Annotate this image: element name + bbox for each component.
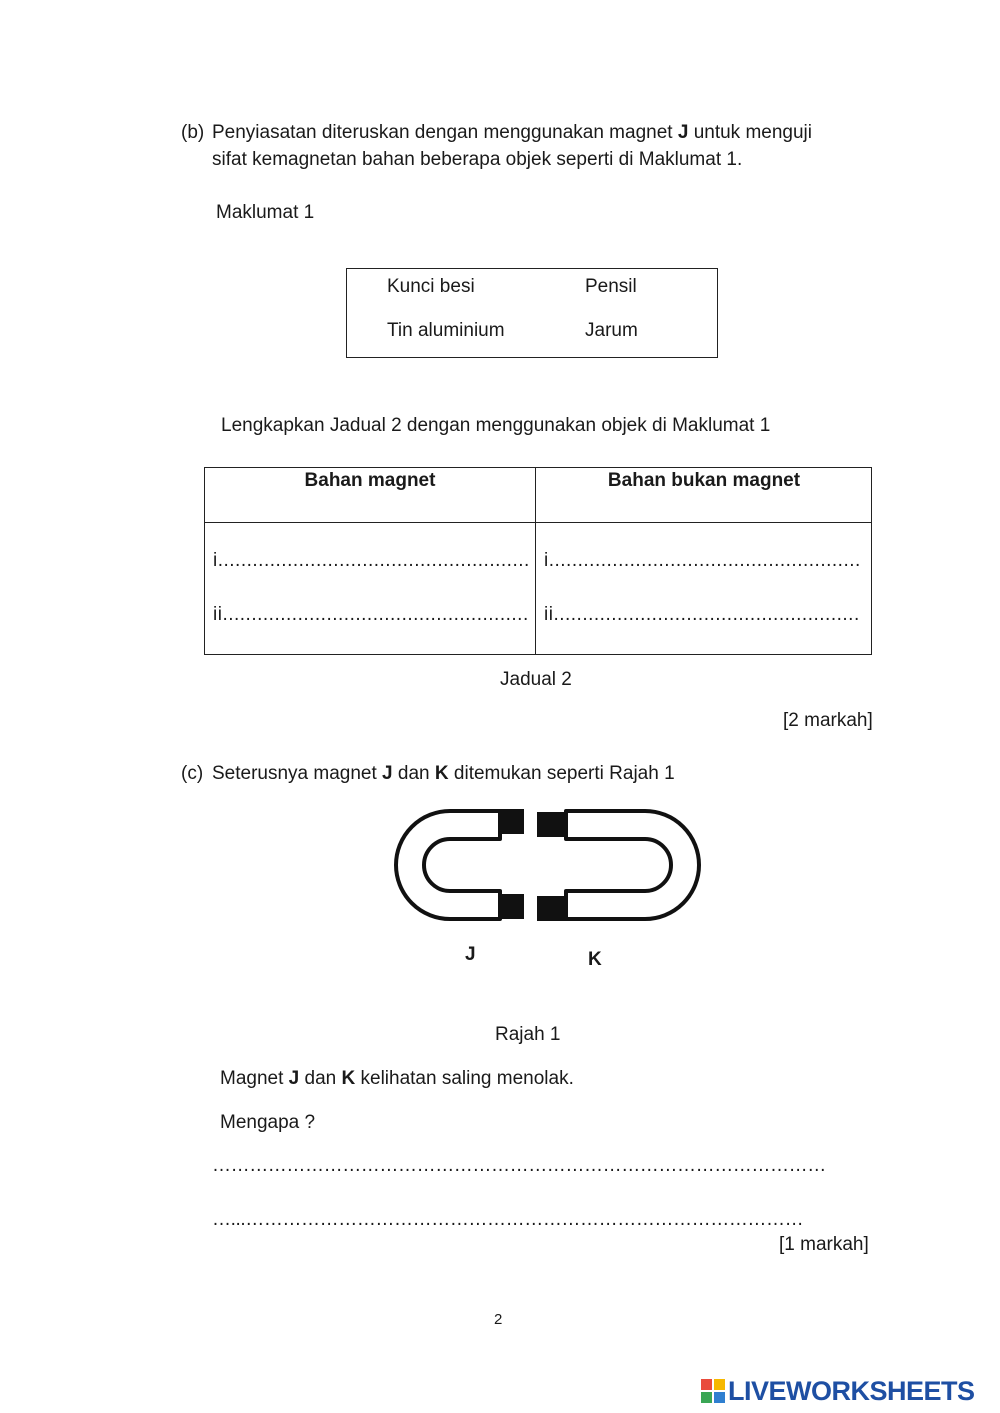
magnet-j-ref: J	[677, 122, 689, 143]
part-b-line1: Penyiasatan diteruskan dengan menggunakan magnet J untuk menguji	[212, 122, 812, 143]
page-number: 2	[494, 1311, 503, 1328]
marks-b: [2 markah]	[783, 710, 873, 731]
table-divider	[205, 522, 871, 523]
figure-caption: Rajah 1	[495, 1024, 561, 1045]
marks-c: [1 markah]	[779, 1234, 869, 1255]
header-non-magnetic: Bahan bukan magnet	[607, 470, 801, 491]
magnet-label-j: J	[465, 944, 476, 965]
magnet-j	[396, 809, 524, 919]
part-b-line2: sifat kemagnetan bahan beberapa objek seperti di Maklumat 1.	[212, 149, 743, 170]
magnet-k	[537, 811, 699, 921]
object-item: Jarum	[585, 320, 638, 341]
table-caption: Jadual 2	[500, 669, 572, 690]
answer-field[interactable]: i......................................................	[544, 550, 861, 571]
object-item: Tin aluminium	[387, 320, 505, 341]
answer-field[interactable]: ii.....................................................	[213, 604, 529, 625]
brand-text: LIVEWORKSHEETS	[728, 1375, 975, 1406]
part-c-line: Seterusnya magnet J dan K ditemukan seperti Rajah 1	[212, 763, 675, 784]
info-title: Maklumat 1	[216, 202, 315, 223]
part-b-label: (b)	[181, 122, 205, 143]
question: Mengapa ?	[220, 1112, 316, 1133]
table-2	[204, 467, 872, 655]
liveworksheets-logo	[700, 1376, 975, 1406]
answer-line-2[interactable]: …...………………………………………………………………………………	[212, 1209, 804, 1230]
info-box	[346, 268, 718, 358]
table-divider	[535, 468, 536, 654]
statement: Magnet J dan K kelihatan saling menolak.	[220, 1068, 574, 1089]
object-item: Pensil	[585, 276, 637, 297]
table-instruction: Lengkapkan Jadual 2 dengan menggunakan objek di Maklumat 1	[221, 415, 771, 436]
magnet-label-k: K	[588, 949, 602, 970]
answer-line-1[interactable]: ………………………………………………………………………………………	[212, 1155, 826, 1176]
part-c-label: (c)	[181, 763, 204, 784]
object-item: Kunci besi	[387, 276, 475, 297]
answer-field[interactable]: ii.....................................................	[544, 604, 860, 625]
magnets-figure	[380, 800, 720, 930]
header-magnetic: Bahan magnet	[304, 470, 436, 491]
brand-icon	[700, 1378, 726, 1404]
answer-field[interactable]: i......................................................	[213, 550, 530, 571]
